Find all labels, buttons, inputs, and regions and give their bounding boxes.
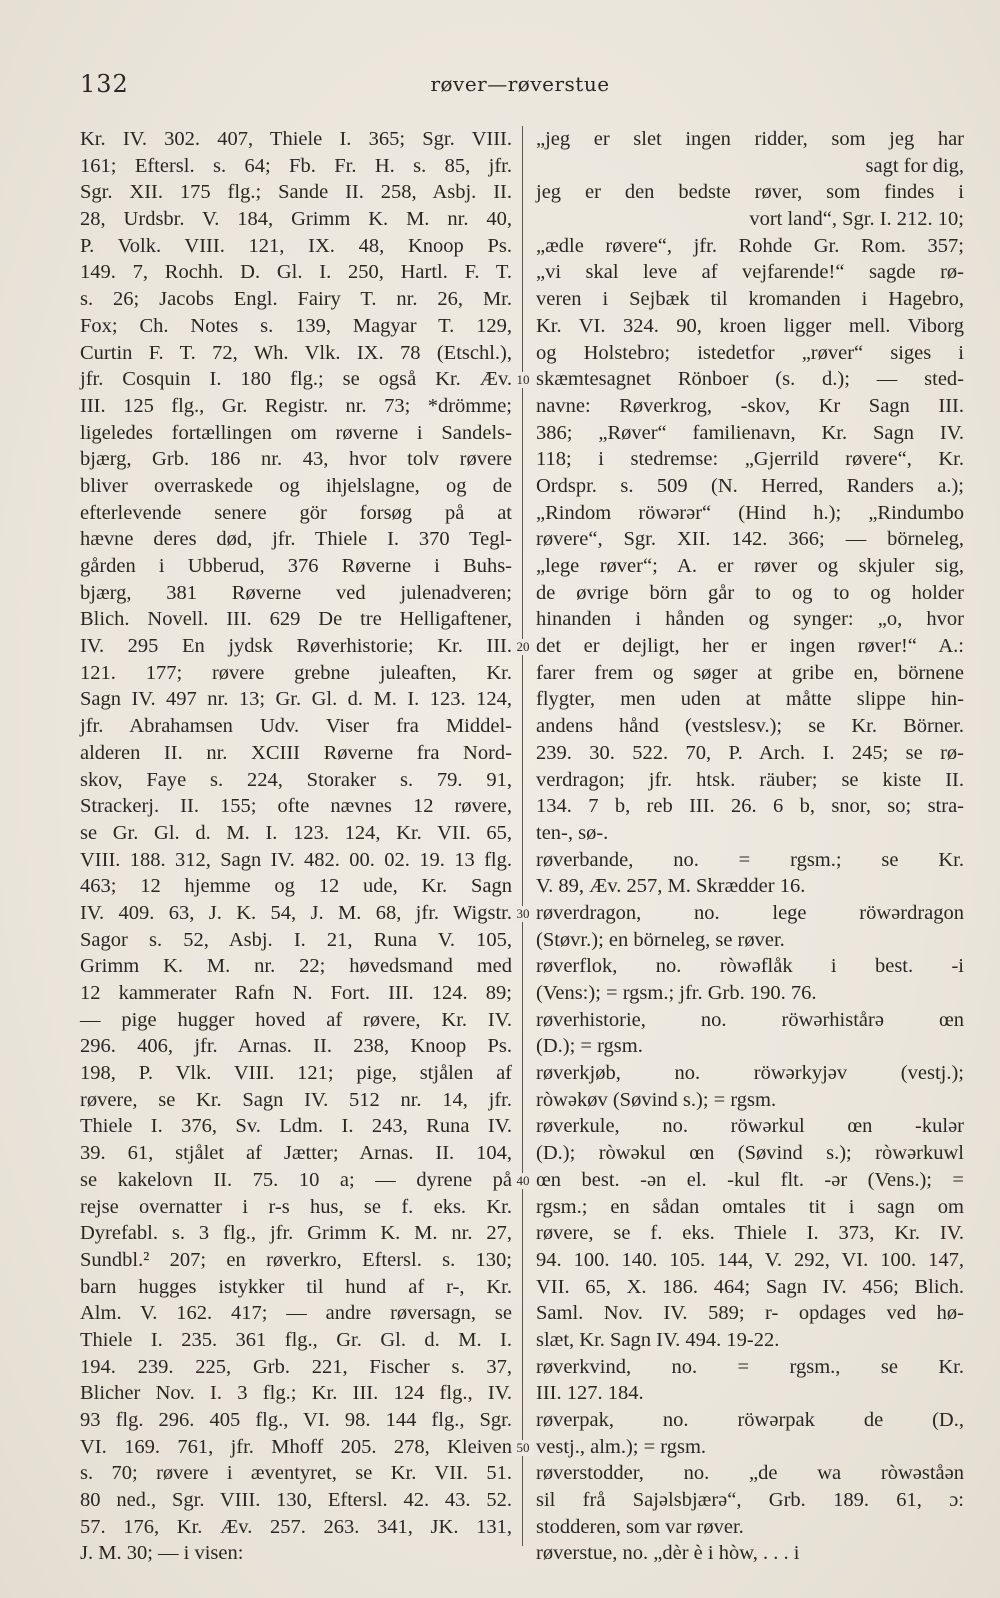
- right-column-line: Ordspr. s. 509 (N. Herred, Randers a.);: [536, 474, 964, 497]
- left-column-line: III. 125 flg., Gr. Registr. nr. 73; *drömme;: [80, 394, 512, 417]
- left-column-line: 194. 239. 225, Grb. 221, Fischer s. 37,: [80, 1355, 512, 1378]
- left-column-line: efterlevende senere gör forsøg på at: [80, 501, 512, 524]
- right-column-line: andens hånd (vestslesv.); se Kr. Börner.: [536, 715, 964, 738]
- right-column-line: skæmtesagnet Rönboer (s. d.); — sted-: [536, 368, 964, 391]
- right-column-line: vort land“, Sgr. I. 212. 10;: [749, 208, 964, 231]
- right-column-line: røvere“, Sgr. XII. 142. 366; — börneleg,: [536, 528, 964, 551]
- right-column-line: VII. 65, X. 186. 464; Sagn IV. 456; Blich.: [536, 1275, 964, 1298]
- line-number: 20: [512, 639, 534, 655]
- right-column-line: „Rindom röwərər“ (Hind h.); „Rindumbo: [536, 501, 964, 524]
- left-column-line: jfr. Abrahamsen Udv. Viser fra Middel-: [80, 715, 512, 738]
- left-column-line: se Gr. Gl. d. M. I. 123. 124, Kr. VII. 65,: [80, 821, 512, 844]
- left-column-line: gården i Ubberud, 376 Røverne i Buhs-: [80, 555, 512, 577]
- right-column-line: 386; „Røver“ familienavn, Kr. Sagn IV.: [536, 421, 964, 444]
- right-column-line: røverkjøb, no. röwərkyjəv (vestj.);: [536, 1062, 964, 1085]
- right-column-line: slæt, Kr. Sagn IV. 494. 19-22.: [536, 1328, 780, 1351]
- left-column: [80, 126, 512, 1567]
- left-column-line: barn hugges istykker til hund af r-, Kr.: [80, 1275, 512, 1298]
- right-column-line: (D.); = rgsm.: [536, 1035, 643, 1058]
- left-column-line: Blich. Novell. III. 629 De tre Helligaftener,: [80, 608, 512, 631]
- left-column-line: 93 flg. 296. 405 flg., VI. 98. 144 flg., Sgr.: [80, 1409, 512, 1431]
- right-column-line: rgsm.; en sådan omtales tit i sagn om: [536, 1195, 964, 1218]
- right-column-line: ten-, sø-.: [536, 821, 609, 844]
- right-column-line: flygter, men uden at måtte slippe hin-: [536, 688, 964, 711]
- left-column-line: VIII. 188. 312, Sagn IV. 482. 00. 02. 19. 13 flg.: [80, 848, 512, 871]
- right-column-line: „jeg er slet ingen ridder, som jeg har: [536, 128, 964, 150]
- line-number: 50: [512, 1440, 534, 1456]
- right-column-line: og Holstebro; istedetfor „røver“ siges i: [536, 341, 964, 364]
- right-column-line: sil frå Sajəlsbjærə“, Grb. 189. 61, ɔ:: [536, 1489, 964, 1512]
- left-column-line: Strackerj. II. 155; ofte nævnes 12 røvere,: [80, 795, 512, 818]
- left-column-line: alderen II. nr. XCIII Røverne fra Nord-: [80, 741, 512, 764]
- left-column-line: IV. 409. 63, J. K. 54, J. M. 68, jfr. Wigstr.: [80, 901, 512, 924]
- left-column-line: Sundbl.² 207; en røverkro, Eftersl. s. 130;: [80, 1248, 512, 1271]
- left-column-line: Grimm K. M. nr. 22; høvedsmand med: [80, 955, 512, 978]
- left-column-line: bliver overraskede og ihjelslagne, og de: [80, 474, 512, 497]
- right-column-line: 134. 7 b, reb III. 26. 6 b, snor, so; stra-: [536, 795, 964, 818]
- right-column-line: de øvrige börn går to og to og holder: [536, 581, 964, 604]
- left-column-line: Fox; Ch. Notes s. 139, Magyar T. 129,: [80, 314, 512, 337]
- right-column-line: sagt for dig,: [865, 154, 964, 177]
- right-column-line: „ædle røvere“, jfr. Rohde Gr. Rom. 357;: [536, 234, 964, 257]
- right-column-line: (D.); ròwəkul œn (Søvind s.); ròwərkuwl: [536, 1142, 964, 1165]
- left-column-line: Thiele I. 376, Sv. Ldm. I. 243, Runa IV.: [80, 1115, 512, 1138]
- right-column-line: (Vens:); = rgsm.; jfr. Grb. 190. 76.: [536, 982, 817, 1004]
- left-column-line: 198, P. Vlk. VIII. 121; pige, stjålen af: [80, 1062, 512, 1085]
- left-column-line: s. 26; Jacobs Engl. Fairy T. nr. 26, Mr.: [80, 288, 512, 311]
- right-column-line: veren i Sejbæk til kromanden i Hagebro,: [536, 288, 964, 311]
- left-column-line: rejse overnatter i r-s hus, se f. eks. Kr.: [80, 1195, 512, 1218]
- right-column-line: røverpak, no. röwərpak de (D.,: [536, 1409, 964, 1431]
- left-column-line: 80 ned., Sgr. VIII. 130, Eftersl. 42. 43. 52.: [80, 1489, 512, 1512]
- right-column-line: 118; i stedremse: „Gjerrild røvere“, Kr.: [536, 448, 964, 471]
- left-column-line: Thiele I. 235. 361 flg., Gr. Gl. d. M. I.: [80, 1328, 512, 1351]
- right-column-line: røverstodder, no. „de wa ròwəståən: [536, 1462, 964, 1485]
- left-column-line: 39. 61, stjålet af Jætter; Arnas. II. 104,: [80, 1142, 512, 1165]
- right-column-line: vestj., alm.); = rgsm.: [536, 1435, 707, 1458]
- right-column-line: III. 127. 184.: [536, 1382, 644, 1405]
- left-column-line: — pige hugger hoved af røvere, Kr. IV.: [80, 1008, 512, 1031]
- left-column-line: IV. 295 En jydsk Røverhistorie; Kr. III.: [80, 635, 512, 658]
- right-column-line: farer frem og søger at gribe en, börnene: [536, 661, 964, 684]
- left-column-line: Blicher Nov. I. 3 flg.; Kr. III. 124 flg., IV.: [80, 1382, 512, 1405]
- left-column-line: 28, Urdsbr. V. 184, Grimm K. M. nr. 40,: [80, 208, 512, 231]
- left-column-line: jfr. Cosquin I. 180 flg.; se også Kr. Æv.: [80, 368, 512, 391]
- left-column-line: Sgr. XII. 175 flg.; Sande II. 258, Asbj. II.: [80, 181, 512, 204]
- right-column-line: 94. 100. 140. 105. 144, V. 292, VI. 100. 147,: [536, 1248, 964, 1271]
- right-column-line: røverstue, no. „dèr è i hòw, . . . i: [536, 1542, 800, 1565]
- page-number: 132: [80, 70, 129, 98]
- left-column-line: 149. 7, Rochh. D. Gl. I. 250, Hartl. F. T.: [80, 261, 512, 284]
- right-column-line: ròwəkøv (Søvind s.); = rgsm.: [536, 1088, 777, 1111]
- left-column-line: 12 kammerater Rafn N. Fort. III. 124. 89;: [80, 982, 512, 1004]
- right-column-line: jeg er den bedste røver, som findes i: [536, 181, 964, 204]
- right-column-line: røverflok, no. ròwəflåk i best. -i: [536, 955, 964, 978]
- left-column-line: Alm. V. 162. 417; — andre røversagn, se: [80, 1302, 512, 1325]
- right-column-line: det er dejligt, her er ingen røver!“ A.:: [536, 635, 964, 658]
- line-number: 40: [512, 1173, 534, 1189]
- left-column-line: Curtin F. T. 72, Wh. Vlk. IX. 78 (Etschl.),: [80, 341, 512, 364]
- page-header: [80, 70, 960, 106]
- left-column-line: 463; 12 hjemme og 12 ude, Kr. Sagn: [80, 875, 512, 898]
- left-column-line: VI. 169. 761, jfr. Mhoff 205. 278, Kleiven: [80, 1435, 512, 1458]
- left-column-line: Dyrefabl. s. 3 flg., jfr. Grimm K. M. nr. 27,: [80, 1222, 512, 1245]
- line-number: 30: [512, 906, 534, 922]
- left-column-line: P. Volk. VIII. 121, IX. 48, Knoop Ps.: [80, 234, 512, 257]
- right-column-line: Kr. VI. 324. 90, kroen ligger mell. Viborg: [536, 314, 964, 337]
- right-column-line: hinanden i hånden og synger: „o, hvor: [536, 608, 964, 631]
- right-column-line: 239. 30. 522. 70, P. Arch. I. 245; se rø-: [536, 741, 964, 764]
- right-column-line: navne: Røverkrog, -skov, Kr Sagn III.: [536, 394, 964, 417]
- left-column-line: 296. 406, jfr. Arnas. II. 238, Knoop Ps.: [80, 1035, 512, 1058]
- right-column-line: røvere, se f. eks. Thiele I. 373, Kr. IV.: [536, 1222, 964, 1245]
- right-column-line: (Støvr.); en börneleg, se røver.: [536, 928, 785, 951]
- running-title: røver—røverstue: [430, 72, 610, 96]
- right-column-line: røverdragon, no. lege röwərdragon: [536, 901, 964, 924]
- line-number: 10: [512, 372, 534, 388]
- left-column-line: skov, Faye s. 224, Storaker s. 79. 91,: [80, 768, 512, 791]
- left-column-line: J. M. 30; — i visen:: [80, 1542, 244, 1565]
- left-column-line: s. 70; røvere i æventyret, se Kr. VII. 51.: [80, 1462, 512, 1485]
- left-column-line: bjærg, 381 Røverne ved julenadveren;: [80, 581, 512, 604]
- left-column-line: røvere, se Kr. Sagn IV. 512 nr. 14, jfr.: [80, 1088, 512, 1111]
- right-column-line: verdragon; jfr. htsk. räuber; se kiste II.: [536, 768, 964, 791]
- left-column-line: se kakelovn II. 75. 10 a; — dyrene på: [80, 1168, 512, 1191]
- left-column-line: Sagor s. 52, Asbj. I. 21, Runa V. 105,: [80, 928, 512, 951]
- left-column-line: 121. 177; røvere grebne juleaften, Kr.: [80, 661, 512, 684]
- right-column-line: røverkvind, no. = rgsm., se Kr.: [536, 1355, 964, 1378]
- left-column-line: Kr. IV. 302. 407, Thiele I. 365; Sgr. VIII.: [80, 128, 512, 150]
- right-column-line: røverkule, no. röwərkul œn -kulər: [536, 1115, 964, 1138]
- left-column-line: hævne deres død, jfr. Thiele I. 370 Tegl-: [80, 528, 512, 551]
- right-column-line: œn best. -ən el. -kul flt. -ər (Vens.); =: [536, 1168, 964, 1191]
- right-column-line: stodderen, som var røver.: [536, 1515, 744, 1538]
- right-column-line: røverhistorie, no. röwərhistårə œn: [536, 1008, 964, 1031]
- left-column-line: Sagn IV. 497 nr. 13; Gr. Gl. d. M. I. 123. 124,: [80, 688, 512, 711]
- right-column-line: Saml. Nov. IV. 589; r- opdages ved hø-: [536, 1302, 964, 1325]
- right-column-line: V. 89, Æv. 257, M. Skrædder 16.: [536, 875, 806, 898]
- right-column-line: „vi skal leve af vejfarende!“ sagde rø-: [536, 261, 964, 284]
- left-column-line: bjærg, Grb. 186 nr. 43, hvor tolv røvere: [80, 448, 512, 471]
- right-column-line: „lege røver“; A. er røver og skjuler sig,: [536, 555, 964, 577]
- left-column-line: 57. 176, Kr. Æv. 257. 263. 341, JK. 131,: [80, 1515, 512, 1538]
- left-column-line: 161; Eftersl. s. 64; Fb. Fr. H. s. 85, jfr.: [80, 154, 512, 177]
- right-column-line: røverbande, no. = rgsm.; se Kr.: [536, 848, 964, 871]
- left-column-line: ligeledes fortællingen om røverne i Sandels-: [80, 421, 512, 444]
- right-column: [536, 126, 964, 1567]
- column-divider: [522, 126, 523, 1546]
